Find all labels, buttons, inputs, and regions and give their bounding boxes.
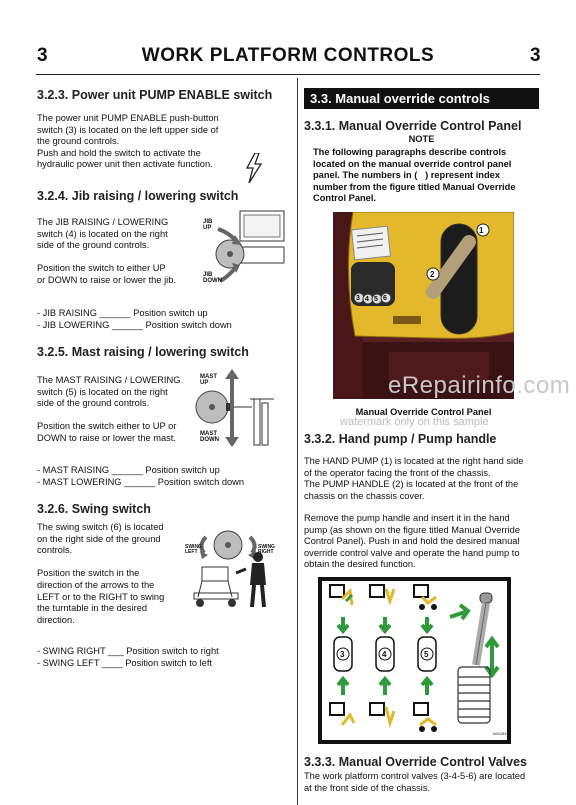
section-heading-332: 3.3.2. Hand pump / Pump handle [304,432,497,446]
section-heading-325: 3.2.5. Mast raising / lowering switch [37,345,249,359]
text-line: side of the ground controls. [37,240,150,251]
photo-caption: Manual Override Control Panel [355,407,492,417]
figure-label: MAST [200,431,217,437]
section-heading-323: 3.2.3. Power unit PUMP ENABLE switch [37,88,273,102]
text-line: Control Panel. [313,193,377,204]
photo-label-6: 6 [383,295,387,302]
figure-label: UP [200,380,209,386]
photo-label-3: 3 [356,295,360,302]
valve-label-4: 4 [382,650,387,659]
text-line: Control Panel). Push in and hold the desired manual [304,536,520,547]
section-body-323 [37,113,231,171]
text-line: override control valve and operate the hand pump to [304,547,520,558]
valve-label-3: 3 [340,650,345,659]
text-line [37,410,197,422]
text-line: the turntable in the desired [37,603,148,614]
photo-label-2: 2 [430,270,435,279]
text-line: controls. [37,545,73,556]
mast-function-list [37,465,277,488]
text-line: switch (3) is located on the left upper side of [37,124,219,135]
swing-switch-figure [184,527,282,612]
list-item: - SWING LEFT ____ Position switch to left [37,657,213,668]
text-line: at the front side of the chassis. [304,782,431,793]
mast-up-label [200,374,217,386]
figure-label: DOWN [203,278,222,284]
figure-label: JIB [203,272,213,278]
text-line: The HAND PUMP (1) is located at the right hand side [304,456,524,466]
text-line: The power unit PUMP ENABLE push-button [37,113,219,123]
watermark-main: eRepairinfo.com [388,372,571,399]
note-body [313,147,539,205]
text-line: chassis on the chassis cover. [304,490,425,501]
jib-function-list [37,308,267,331]
text-line: direction. [37,614,75,625]
chapter-number-left: 3 [37,45,48,66]
text-line: number from the figure titled Manual Override [313,181,516,192]
watermark-sub: watermark only on this sample [340,416,489,428]
text-line: on the right side of the ground [37,533,161,544]
valve-label-5: 5 [424,650,429,659]
section-heading-331: 3.3.1. Manual Override Control Panel [304,119,522,133]
text-line: Push and hold the switch to activate the [37,147,201,158]
swing-right-label: SWING RIGHT [258,544,275,555]
list-item: - MAST LOWERING ______ Position switch down [37,476,245,487]
text-line: The JIB RAISING / LOWERING [37,217,169,227]
text-line: The PUMP HANDLE (2) is located at the front of the [304,479,519,490]
text-line: direction of the arrows to the [37,579,155,590]
text-line: panel. The numbers in ( ) represent index [313,170,501,181]
section-banner-33: 3.3. Manual override controls [304,88,539,109]
text-line: side of the ground controls. [37,398,150,409]
column-divider [297,78,298,805]
text-line: The MAST RAISING / LOWERING [37,375,181,385]
section-heading-333: 3.3.3. Manual Override Control Valves [304,755,528,769]
figure-label: DOWN [200,437,219,443]
text-line: the ground controls. [37,136,120,147]
note-title: NOTE [408,134,435,144]
list-item: - SWING RIGHT ___ Position switch to right [37,646,219,656]
diagram-code: A01193 [493,731,507,736]
swing-function-list [37,646,277,669]
chapter-number-right: 3 [530,45,541,66]
section-body-324 [37,217,197,287]
list-item: - MAST RAISING ______ Position switch up [37,465,220,475]
section-body-332-b [304,513,539,571]
lightning-bolt-icon [244,153,264,183]
list-item: - JIB LOWERING ______ Position switch down [37,319,232,330]
photo-label-4: 4 [365,296,369,303]
section-body-325 [37,375,197,445]
figure-label: UP [203,225,212,231]
section-body-332-a [304,456,539,502]
text-line: DOWN to raise or lower the mast. [37,432,176,443]
text-line: The following paragraphs describe controls [313,147,507,157]
text-line: Position the switch either to UP or [37,421,177,432]
text-line [37,252,197,264]
override-valves-diagram [318,577,511,744]
page-title: WORK PLATFORM CONTROLS [141,45,435,66]
text-line: located on the manual override control panel [313,158,512,169]
list-item: - JIB RAISING ______ Position switch up [37,308,208,318]
section-body-333 [304,771,539,794]
figure-label: JIB [203,219,213,225]
figure-label: MAST [200,374,217,380]
text-line: The swing switch (6) is located [37,522,164,532]
text-line: The work platform control valves (3-4-5-6) are located [304,771,526,781]
swing-left-label: SWING LEFT [185,544,202,555]
text-line: or DOWN to raise or lower the jib. [37,274,176,285]
text-line: of the operator facing the front of the chassis. [304,467,491,478]
manual-override-panel-photo [333,212,514,399]
header-divider [36,74,540,75]
text-line: hydraulic power unit then activate function. [37,159,213,170]
section-heading-326: 3.2.6. Swing switch [37,502,151,516]
text-line [37,557,181,569]
photo-label-5: 5 [374,296,378,303]
text-line: pump (as shown on the figure titled Manual Override [304,524,521,535]
text-line: switch (5) is located on the right [37,386,168,397]
text-line: Position the switch to either UP [37,263,166,274]
jib-up-label [203,219,212,231]
text-line: Remove the pump handle and insert it in the hand [304,513,510,523]
text-line: LEFT or to the RIGHT to swing [37,591,165,602]
text-line: switch (4) is located on the right [37,228,168,239]
photo-label-1: 1 [479,226,484,235]
jib-down-label [203,272,222,284]
mast-down-label [200,431,219,443]
text-line: Position the switch in the [37,568,140,579]
section-body-326 [37,522,181,626]
section-heading-324: 3.2.4. Jib raising / lowering switch [37,189,239,203]
text-line: obtain the desired function. [304,559,416,570]
